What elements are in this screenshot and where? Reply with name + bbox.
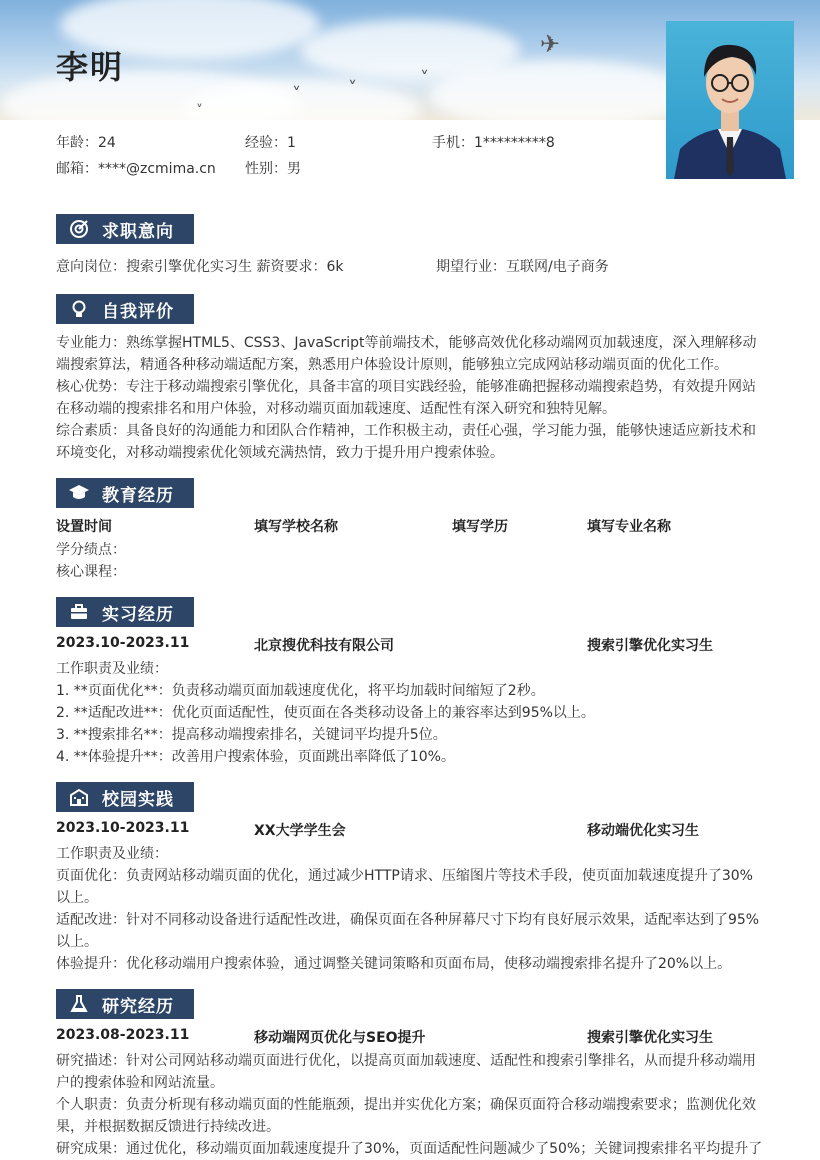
text-line: 体验提升：优化移动端用户搜索体验，通过调整关键词策略和页面布局，使移动端搜索排名提升了20%以上。: [56, 956, 732, 972]
text-line: 3. **搜索排名**：提高移动端搜索排名，关键词平均提升5位。: [56, 727, 447, 743]
edu-major: 填写专业名称: [587, 519, 671, 535]
bird-icon: ˅: [420, 68, 429, 89]
text-line: 环境变化，对移动端搜索优化领域充满热情，致力于提升用户搜索体验。: [56, 445, 504, 461]
text-line: 研究成果：通过优化，移动端页面加载速度提升了30%，页面适配性问题减少了50%；关键词搜索排名平均提升了: [56, 1141, 763, 1157]
section-research: [56, 989, 194, 1019]
intent-industry: 期望行业：互联网/电子商务: [436, 259, 609, 275]
bird-icon: ✈: [540, 30, 561, 58]
section-title: 求职意向: [102, 221, 174, 242]
phone-text: 手机：1*********8: [432, 135, 555, 151]
edu-time: 设置时间: [56, 519, 112, 535]
research-details: [56, 1050, 766, 1160]
text-line: 工作职责及业绩：: [56, 661, 168, 677]
lightbulb-icon: [56, 294, 102, 324]
self-eval-text: [56, 332, 766, 464]
edu-courses: 核心课程：: [56, 564, 126, 580]
email-text: 邮箱：****@zcmima.cn: [56, 161, 216, 177]
text-line: 核心优势：专注于移动端搜索引擎优化，具备丰富的项目实践经验，能够准确把握移动端搜索趋势，有效提升网站: [56, 379, 756, 395]
bird-icon: ˅: [196, 103, 203, 119]
bird-icon: ˅: [292, 84, 301, 105]
text-line: 户的搜索体验和网站流量。: [56, 1075, 224, 1091]
section-title: 实习经历: [102, 604, 174, 625]
text-line: 综合素质：具备良好的沟通能力和团队合作精神，工作积极主动，责任心强，学习能力强，能够快速适应新技术和: [56, 423, 756, 439]
text-line: 1. **页面优化**：负责移动端页面加载速度优化，将平均加载时间缩短了2秒。: [56, 683, 545, 699]
text-line: 以上。: [56, 934, 98, 950]
education-details: [56, 539, 766, 583]
section-education: [56, 478, 194, 508]
flask-icon: [56, 989, 102, 1019]
gender-text: 性别：男: [245, 161, 301, 177]
section-intent: [56, 214, 194, 244]
bird-icon: ˅: [348, 78, 357, 99]
research-role: 搜索引擎优化实习生: [587, 1030, 713, 1046]
campus-row: [56, 820, 766, 842]
edu-gpa: 学分绩点：: [56, 542, 126, 558]
internship-details: [56, 658, 766, 768]
text-line: 适配改进：针对不同移动设备进行适配性改进，确保页面在各种屏幕尺寸下均有良好展示效果，适配率达到了95%: [56, 912, 760, 928]
campus-org: XX大学学生会: [254, 823, 346, 839]
text-line: 果，并根据数据反馈进行持续改进。: [56, 1119, 280, 1135]
text-line: 工作职责及业绩：: [56, 846, 168, 862]
text-line: 专业能力：熟练掌握HTML5、CSS3、JavaScript等前端技术，能够高效优化移动端网页加载速度，深入理解移动: [56, 335, 757, 351]
intern-company: 北京搜优科技有限公司: [254, 638, 394, 654]
section-self-eval: [56, 294, 194, 324]
text-line: 4. **体验提升**：改善用户搜索体验，页面跳出率降低了10%。: [56, 749, 455, 765]
research-row: [56, 1027, 766, 1049]
section-title: 自我评价: [102, 301, 174, 322]
text-line: 研究描述：针对公司网站移动端页面进行优化，以提高页面加载速度、适配性和搜索引擎排名，从而提升移动端用: [56, 1053, 756, 1069]
intern-time: 2023.10-2023.11: [56, 635, 190, 651]
edu-school: 填写学校名称: [254, 519, 338, 535]
text-line: 以上。: [56, 890, 98, 906]
campus-details: [56, 843, 766, 975]
text-line: 页面优化：负责网站移动端页面的优化，通过减少HTTP请求、压缩图片等技术手段，使页面加载速度提升了30%: [56, 868, 753, 884]
edu-degree: 填写学历: [452, 519, 508, 535]
section-internship: [56, 597, 194, 627]
section-title: 校园实践: [102, 789, 174, 810]
target-icon: [56, 214, 102, 244]
text-line: 个人职责：负责分析现有移动端页面的性能瓶颈，提出并实优化方案；确保页面符合移动端搜索要求；监测优化效: [56, 1097, 756, 1113]
section-campus: [56, 782, 194, 812]
research-project: 移动端网页优化与SEO提升: [254, 1030, 426, 1046]
profile-photo: [666, 21, 794, 179]
experience-text: 经验：1: [245, 135, 296, 151]
graduation-cap-icon: [56, 478, 102, 508]
internship-row: [56, 635, 766, 657]
intent-line: [56, 256, 766, 278]
briefcase-icon: [56, 597, 102, 627]
text-line: 在移动端的搜索排名和用户体验，对移动端页面加载速度、适配性有深入研究和独特见解。: [56, 401, 616, 417]
age-text: 年龄：24: [56, 135, 116, 151]
text-line: 端搜索算法，精通各种移动端适配方案，熟悉用户体验设计原则，能够独立完成网站移动端页面的优化工作。: [56, 357, 728, 373]
campus-time: 2023.10-2023.11: [56, 820, 190, 836]
intent-position: 意向岗位：搜索引擎优化实习生 薪资要求：6k: [56, 259, 344, 275]
building-icon: [56, 782, 102, 812]
section-title: 研究经历: [102, 996, 174, 1017]
text-line: 2. **适配改进**：优化页面适配性，使页面在各类移动设备上的兼容率达到95%以上。: [56, 705, 595, 721]
campus-role: 移动端优化实习生: [587, 823, 699, 839]
candidate-name: 李明: [56, 48, 125, 86]
intern-role: 搜索引擎优化实习生: [587, 638, 713, 654]
education-row: [56, 516, 766, 538]
research-time: 2023.08-2023.11: [56, 1027, 190, 1043]
section-title: 教育经历: [102, 485, 174, 506]
